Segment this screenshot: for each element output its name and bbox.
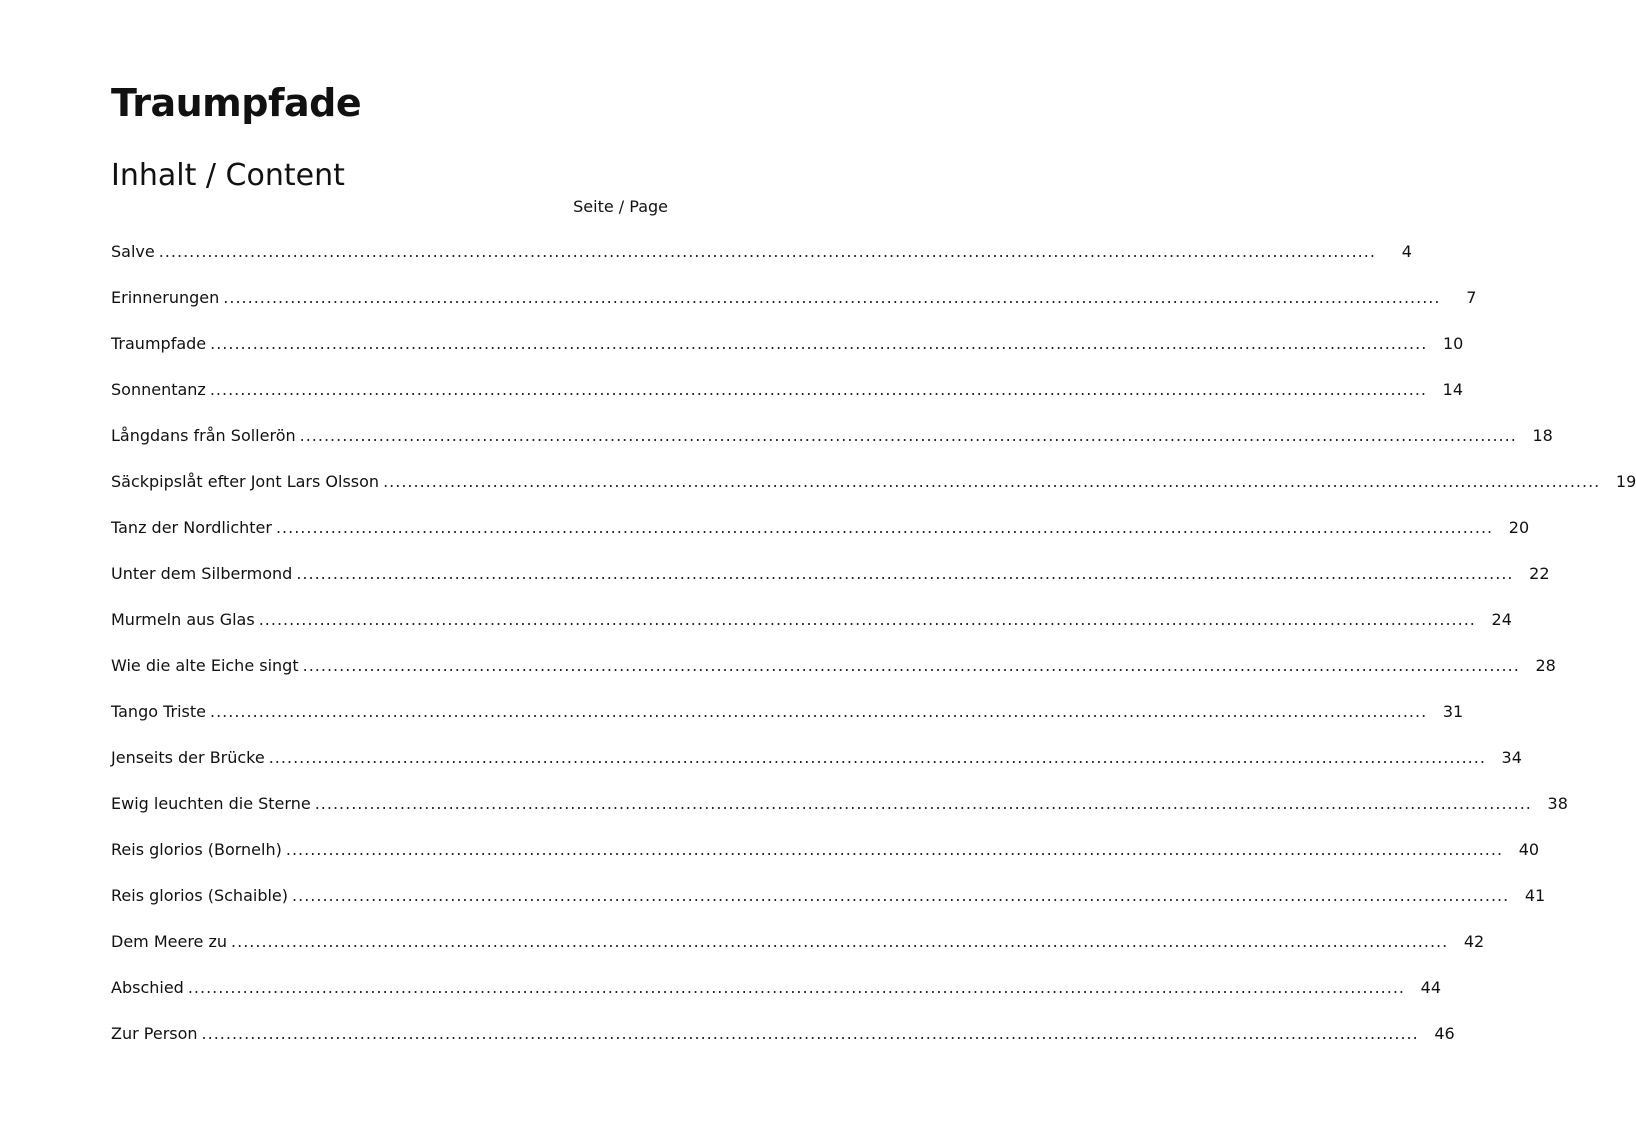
toc-leader-dots: ........................................................................................................................................................................................................ <box>268 748 1486 767</box>
toc-leader-dots: ........................................................................................................................................................................................................ <box>275 518 1494 537</box>
toc-entry[interactable] <box>111 470 1636 516</box>
toc-entry-title: Reis glorios (Bornelh) <box>111 840 282 859</box>
toc-entry-title: Salve <box>111 242 155 261</box>
page-column-header: Seite / Page <box>573 197 668 216</box>
toc-entry-page: 41 <box>1524 886 1546 905</box>
toc-entry-page: 46 <box>1434 1024 1455 1043</box>
toc-entry-title: Erinnerungen <box>111 288 220 307</box>
toc-leader-dots: ........................................................................................................................................................................................................ <box>383 472 1601 491</box>
toc-entry-title: Tanz der Nordlichter <box>111 518 272 537</box>
toc-entry-title: Tango Triste <box>111 702 206 721</box>
toc-entry[interactable] <box>111 562 1550 608</box>
toc-leader-dots: ........................................................................................................................................................................................................ <box>296 564 1514 583</box>
toc-entry-page: 10 <box>1442 334 1464 353</box>
toc-entry-page: 19 <box>1615 472 1636 491</box>
toc-leader-dots: ........................................................................................................................................................................................................ <box>209 380 1428 399</box>
toc-entry-title: Unter dem Silbermond <box>111 564 293 583</box>
toc-entry[interactable] <box>111 746 1522 792</box>
toc-entry-title: Sonnentanz <box>111 380 206 399</box>
toc-entry-page: 42 <box>1463 932 1485 951</box>
toc-leader-dots: ........................................................................................................................................................................................................ <box>299 426 1517 445</box>
toc-entry-title: Wie die alte Eiche singt <box>111 656 299 675</box>
toc-entry[interactable] <box>111 930 1485 976</box>
toc-entry-page: 31 <box>1442 702 1464 721</box>
toc-entry-page: 18 <box>1532 426 1553 445</box>
toc-entry-title: Långdans från Sollerön <box>111 426 296 445</box>
toc-entry-page: 14 <box>1442 380 1464 399</box>
toc-leader-dots: ........................................................................................................................................................................................................ <box>210 334 1428 353</box>
toc-leader-dots: ........................................................................................................................................................................................................ <box>201 1024 1419 1043</box>
toc-leader-dots: ........................................................................................................................................................................................................ <box>285 840 1504 859</box>
toc-entry-page: 38 <box>1547 794 1568 813</box>
toc-entry-page: 22 <box>1529 564 1550 583</box>
toc-entry[interactable] <box>111 976 1442 1022</box>
toc-entry[interactable] <box>111 608 1512 654</box>
toc-entry-title: Zur Person <box>111 1024 198 1043</box>
toc-entry[interactable] <box>111 884 1546 930</box>
toc-leader-dots: ........................................................................................................................................................................................................ <box>210 702 1428 721</box>
toc-entry-page: 28 <box>1535 656 1556 675</box>
toc-entry-title: Säckpipslåt efter Jont Lars Olsson <box>111 472 380 491</box>
toc-leader-dots: ........................................................................................................................................................................................................ <box>292 886 1510 905</box>
toc-entry-title: Murmeln aus Glas <box>111 610 255 629</box>
toc-entry-page: 44 <box>1420 978 1442 997</box>
toc-leader-dots: ........................................................................................................................................................................................................ <box>258 610 1476 629</box>
toc-leader-dots: ........................................................................................................................................................................................................ <box>158 242 1376 261</box>
toc-entry[interactable] <box>111 838 1540 884</box>
toc-entry[interactable] <box>111 700 1464 746</box>
toc-entry-page: 7 <box>1466 288 1477 307</box>
toc-entry-title: Abschied <box>111 978 184 997</box>
toc-leader-dots: ........................................................................................................................................................................................................ <box>314 794 1532 813</box>
toc-leader-dots: ........................................................................................................................................................................................................ <box>223 288 1441 307</box>
toc-entry-title: Jenseits der Brücke <box>111 748 265 767</box>
toc-entry[interactable] <box>111 240 1412 286</box>
toc-entry[interactable] <box>111 654 1556 700</box>
toc-entry-page: 20 <box>1508 518 1530 537</box>
toc-entry-title: Ewig leuchten die Sterne <box>111 794 311 813</box>
table-of-contents <box>111 240 1636 1068</box>
toc-leader-dots: ........................................................................................................................................................................................................ <box>302 656 1520 675</box>
toc-entry-page: 24 <box>1491 610 1512 629</box>
toc-entry-page: 40 <box>1518 840 1540 859</box>
toc-leader-dots: ........................................................................................................................................................................................................ <box>231 932 1449 951</box>
toc-entry[interactable] <box>111 1022 1455 1068</box>
toc-entry-page: 4 <box>1401 242 1412 261</box>
toc-entry[interactable] <box>111 516 1530 562</box>
document-title: Traumpfade <box>111 81 362 125</box>
toc-entry[interactable] <box>111 792 1568 838</box>
toc-entry-page: 34 <box>1501 748 1522 767</box>
toc-entry-title: Reis glorios (Schaible) <box>111 886 289 905</box>
toc-heading: Inhalt / Content <box>111 158 345 193</box>
toc-entry-title: Traumpfade <box>111 334 207 353</box>
toc-entry[interactable] <box>111 286 1477 332</box>
toc-entry[interactable] <box>111 424 1553 470</box>
toc-entry[interactable] <box>111 332 1464 378</box>
toc-leader-dots: ........................................................................................................................................................................................................ <box>187 978 1406 997</box>
toc-entry-title: Dem Meere zu <box>111 932 228 951</box>
toc-entry[interactable] <box>111 378 1464 424</box>
